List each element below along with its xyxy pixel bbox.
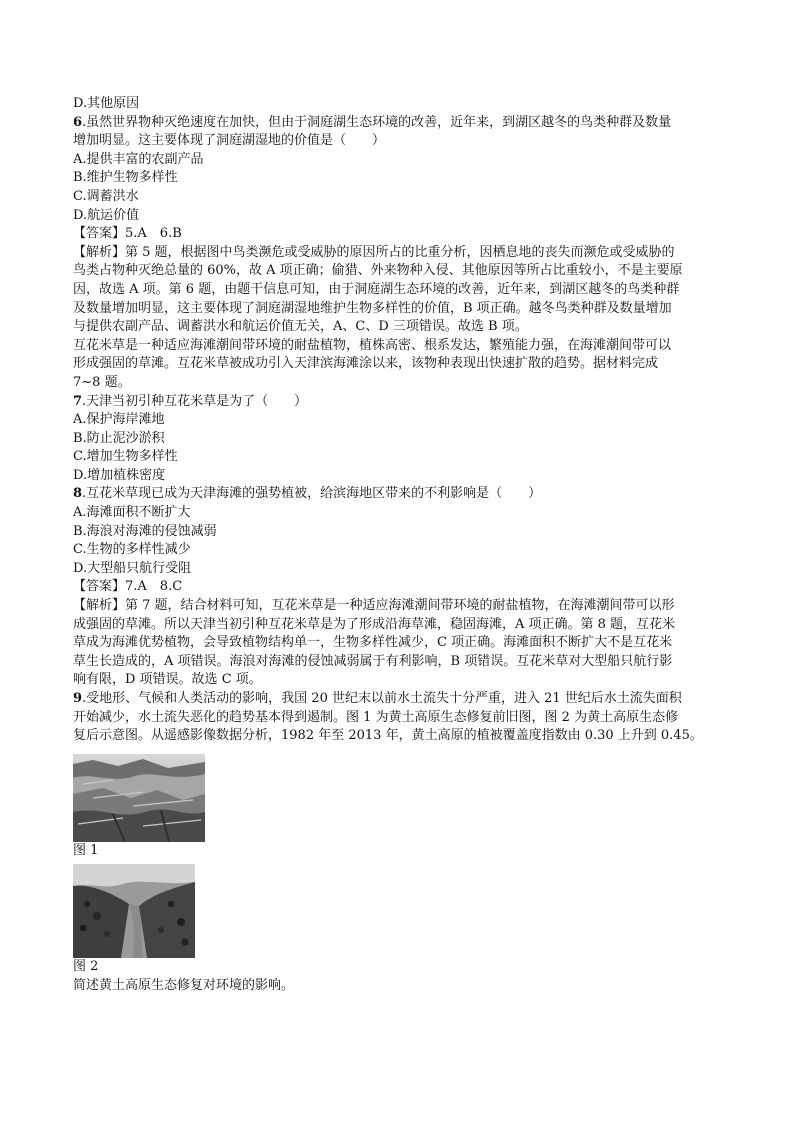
explanation-5-6-line: 鸟类占物种灭绝总量的 60%，故 A 项正确；偷猎、外来物种入侵、其他原因等所占比重较小，不是主要原 [73,263,683,279]
q6-stem-line2: 增加明显。这主要体现了洞庭湖湿地的价值是（ ） [73,133,386,149]
q5-option-d: D.其他原因 [73,96,140,111]
material-7-8-line: 互花米草是一种适应海滩潮间带环境的耐盐植物，植株高密、根系发达，繁殖能力强，在海滩潮间带可以 [73,337,672,353]
explanation-7-8-line: 响有限，D 项错误。故选 C 项。 [73,672,262,688]
q8-stem [73,485,723,504]
q9-stem-line3: 复后示意图。从遥感影像数据分析，1982 年至 2013 年，黄土高原的植被覆盖度指数由 0.30 上升到 0.45。 [73,728,703,744]
material-7-8-line: 形成强固的草滩。互花米草被成功引入天津滨海滩涂以来，该物种表现出快速扩散的趋势。据材料完成 [73,356,659,372]
loess-plateau-before-photo [73,754,205,842]
explanation-7-8-line: 草生长造成的，A 项错误。海浪对海滩的侵蚀减弱属于有利影响，B 项错误。互花米草对大型船只航行影 [73,653,673,669]
q6-stem-line1 [73,114,723,133]
q7-option-a: A.保护海岸滩地 [73,412,165,428]
explanation-5-6-line: 与提供农副产品、调蓄洪水和航运价值无关，A、C、D 三项错误。故选 B 项。 [73,319,528,335]
q6-stem-text: .虽然世界物种灭绝速度在加快，但由于洞庭湖生态环境的改善，近年来，到湖区越冬的鸟类种群及数量 [82,114,672,130]
explanation-7-8-line: 成强固的草滩。所以天津当初引种互花米草是为了形成沿海草滩，稳固海滩，A 项正确。第 8 题，互花米 [73,616,676,632]
q6-option-c: C.调蓄洪水 [73,188,139,204]
q9-stem-line2: 开始减少，水土流失恶化的趋势基本得到遏制。图 1 为黄土高原生态修复前旧图，图 2 为黄土高原生态修 [73,709,679,725]
explanation-5-6-line: 因，故选 A 项。第 6 题，由题干信息可知，由于洞庭湖生态环境的改善，近年来，到湖区越冬的鸟类种群 [73,281,680,297]
q8-option-d: D.大型船只航行受阻 [73,560,192,576]
q9-stem-text: .受地形、气候和人类活动的影响，我国 20 世纪末以前水土流失十分严重，进入 21 世纪后水土流失面积 [82,691,682,706]
q9-question: 简述黄土高原生态修复对环境的影响。 [73,977,295,993]
answer-7-8: 【答案】7.A 8.C [73,579,183,595]
q8-option-c: C.生物的多样性减少 [73,542,191,558]
q7-option-b: B.防止泥沙淤积 [73,430,165,446]
explanation-5-6-line: 【解析】第 5 题，根据图中鸟类濒危或受威胁的原因所占的比重分析，因栖息地的丧失而濒危或受威胁的 [73,244,675,260]
q9-stem-line1 [73,690,723,709]
material-7-8-line: 7~8 题。 [73,374,131,390]
q7-option-d: D.增加植株密度 [73,467,166,483]
document-page [73,95,723,996]
q6-option-a: A.提供丰富的农副产品 [73,151,204,167]
figure-2-caption: 图 2 [73,959,99,975]
q7-stem [73,393,723,412]
explanation-7-8-line: 草成为海滩优势植物，会导致植物结构单一，生物多样性减少，C 项正确。海滩面积不断扩大不是互花米 [73,635,673,651]
q8-option-b: B.海浪对海滩的侵蚀减弱 [73,523,217,539]
q8-option-a: A.海滩面积不断扩大 [73,505,191,521]
answer-5-6: 【答案】5.A 6.B [73,226,182,242]
explanation-5-6-line: 及数量增加明显，这主要体现了洞庭湖湿地维护生物多样性的价值，B 项正确。越冬鸟类种群及数量增加 [73,300,672,316]
q7-number: 7 [73,393,83,409]
q9-number: 9 [73,691,83,706]
q8-stem-text: .互花米草现已成为天津海滩的强势植被，给滨海地区带来的不利影响是（ ） [82,486,542,502]
q6-option-d: D.航运价值 [73,207,140,223]
q7-option-c: C.增加生物多样性 [73,449,178,465]
figure-1-caption: 图 1 [73,842,99,858]
explanation-7-8-line: 【解析】第 7 题，结合材料可知，互花米草是一种适应海滩潮间带环境的耐盐植物，在海滩潮间带可以形 [73,598,675,614]
q6-number: 6 [73,114,83,130]
q6-option-b: B.维护生物多样性 [73,170,178,186]
q8-number: 8 [73,486,83,502]
q7-stem-text: .天津当初引种互花米草是为了（ ） [82,393,308,409]
loess-plateau-after-photo [73,864,195,958]
